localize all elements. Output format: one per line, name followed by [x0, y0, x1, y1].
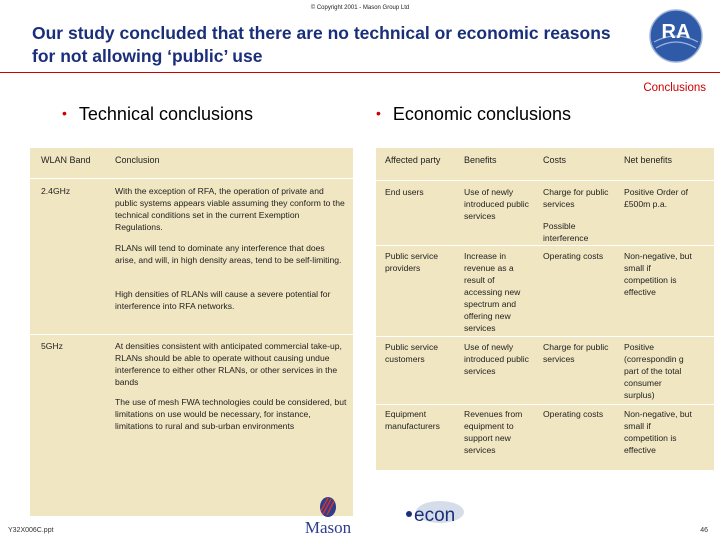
col-header-benefits: Benefits — [464, 155, 497, 165]
heading-technical — [62, 104, 253, 125]
costs-cell: Operating costs — [543, 251, 604, 261]
band-cell: 2.4GHz — [41, 186, 71, 196]
party-cell: Equipment manufacturers — [385, 409, 440, 431]
row-divider — [376, 336, 714, 337]
copyright-notice: © Copyright 2001 - Mason Group Ltd — [310, 5, 410, 11]
econ-text: econ — [414, 505, 456, 526]
ra-logo — [648, 8, 704, 64]
page-number: 46 — [700, 527, 708, 534]
band-cell: 5GHz — [41, 341, 63, 351]
costs-cell: Charge for public services — [543, 187, 609, 209]
technical-table — [30, 148, 353, 516]
slide-title: Our study concluded that there are no technical or economic reasons for not allowing ‘public’ use — [32, 23, 611, 66]
row-divider — [376, 180, 714, 181]
heading-economic — [376, 104, 571, 125]
costs-cell: Operating costs — [543, 409, 604, 419]
party-cell: Public service providers — [385, 251, 439, 273]
row-divider — [30, 334, 353, 335]
col-header-costs: Costs — [543, 155, 567, 165]
costs-cell: Charge for public services — [543, 342, 609, 364]
bullet-icon: • — [62, 105, 67, 121]
costs-extra-cell: Possible interference — [543, 221, 589, 243]
mason-logo — [296, 496, 360, 536]
col-header-party: Affected party — [385, 155, 441, 165]
benefits-cell: Use of newly introduced public services — [464, 187, 529, 221]
party-cell: End users — [385, 187, 424, 197]
row-divider — [376, 404, 714, 405]
net-benefits-cell: Non-negative, but small if competition is effective — [624, 409, 692, 455]
col-header-band: WLAN Band — [41, 155, 91, 165]
section-label: Conclusions — [643, 82, 706, 94]
heading-economic-text: Economic conclusions — [392, 104, 571, 124]
net-benefits-cell: Positive Order of £500m p.a. — [624, 187, 688, 209]
heading-technical-text: Technical conclusions — [78, 104, 253, 124]
row-divider — [376, 245, 714, 246]
conclusion-text: The use of mesh FWA technologies could be considered, but limitations on use would be necessary, for instance, limitations to rural and sub-urban environments — [115, 397, 347, 431]
row-divider — [30, 178, 353, 179]
mason-text: Mason — [304, 518, 352, 536]
econ-logo — [404, 500, 474, 530]
benefits-cell: Use of newly introduced public services — [464, 342, 529, 376]
economic-table — [376, 148, 714, 470]
conclusion-text: At densities consistent with anticipated commercial take-up, RLANs should be able to operate without causing undue interference to either other RLANs, or other services in the bands — [115, 341, 342, 387]
conclusion-text: RLANs will tend to dominate any interference that does arise, and will, in high density areas, tend to be self-limiting. — [115, 243, 342, 265]
col-header-net-benefits: Net benefits — [624, 155, 673, 165]
net-benefits-cell: Positive (correspondin g part of the total consumer surplus) — [624, 342, 684, 400]
logo-text: RA — [661, 21, 691, 43]
conclusion-text: High densities of RLANs will cause a severe potential for interference into RFA networks. — [115, 289, 331, 311]
benefits-cell: Increase in revenue as a result of accessing new spectrum and offering new services — [464, 251, 521, 333]
title-divider — [0, 72, 720, 73]
benefits-cell: Revenues from equipment to support new services — [464, 409, 523, 455]
net-benefits-cell: Non-negative, but small if competition is effective — [624, 251, 692, 297]
party-cell: Public service customers — [385, 342, 439, 364]
bullet-icon: • — [376, 105, 381, 121]
col-header-conclusion: Conclusion — [115, 155, 160, 165]
conclusion-text: With the exception of RFA, the operation of private and public systems appears viable assuming they conform to the technical conditions set in the current Exemption Regulations. — [115, 186, 345, 232]
footer-file-code: Y32X006C.ppt — [8, 527, 54, 534]
